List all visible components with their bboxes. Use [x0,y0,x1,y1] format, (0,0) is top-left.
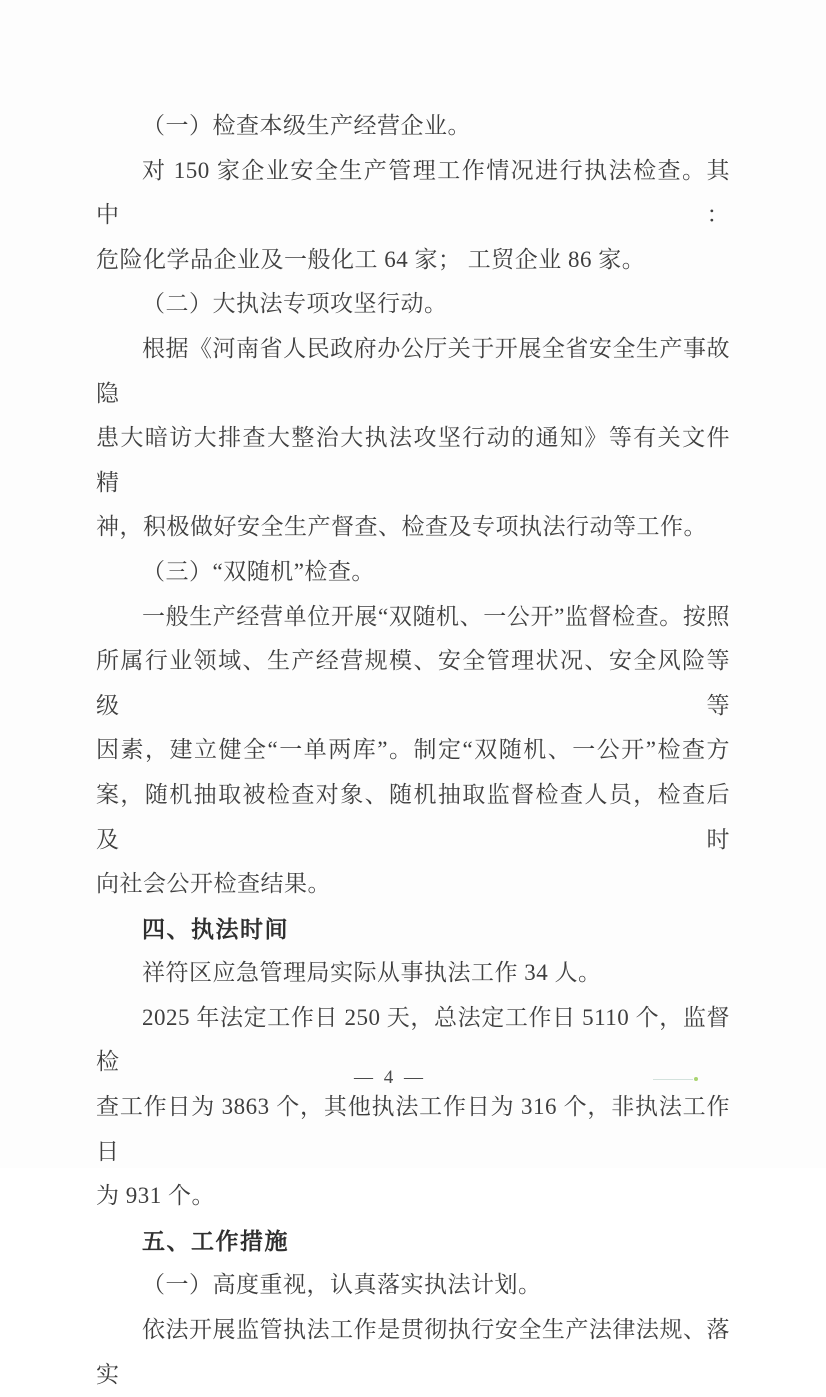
document-line: （一）检查本级生产经营企业。 [142,113,471,138]
document-line: 对 150 家企业安全生产管理工作情况进行执法检查。其中： [96,157,730,228]
scan-artifact-line [653,1079,693,1080]
paragraph [96,327,730,550]
document-line: 一般生产经营单位开展“双随机、一公开”监督检查。按照 [142,603,730,629]
document-line: 为 931 个。 [96,1183,215,1209]
document-line: （一）高度重视，认真落实执法计划。 [142,1272,542,1298]
section-heading [96,1219,730,1264]
document-line: 因素，建立健全“一单两库”。制定“双随机、一公开”检查方 [96,737,730,763]
document-line: 2025 年法定工作日 250 天，总法定工作日 5110 个，监督检 [96,1004,730,1075]
document-line: （二）大执法专项攻坚行动。 [142,291,448,317]
document-line: 根据《河南省人民政府办公厅关于开展全省安全生产事故隐 [96,335,730,406]
document-line: 五、工作措施 [142,1227,289,1254]
section-heading [96,907,730,952]
document-line: 依法开展监管执法工作是贯彻执行安全生产法律法规、落实 [96,1317,730,1387]
paragraph [96,1308,730,1397]
document-line: 四、执法时间 [142,915,289,942]
document-line: 神，积极做好安全生产督查、检查及专项执法行动等工作。 [96,514,707,540]
scan-artifact-dot [694,1077,698,1081]
document-line: 患大暗访大排查大整治大执法攻坚行动的通知》等有关文件精 [96,425,730,495]
page-number: — 4 — [354,1067,426,1088]
document-line: 向社会公开检查结果。 [96,871,331,897]
paragraph [96,149,730,283]
document-line: 查工作日为 3863 个，其他执法工作日为 316 个，非执法工作日 [96,1094,730,1164]
document-line: 危险化学品企业及一般化工 64 家； 工贸企业 86 家。 [96,246,646,272]
document-line: 祥符区应急管理局实际从事执法工作 34 人。 [142,960,602,986]
document-line: 案，随机抽取被检查对象、随机抽取监督检查人员，检查后及时 [96,781,730,852]
sub-heading [96,550,730,595]
paragraph [96,951,730,996]
document-line: （三）“双随机”检查。 [142,558,375,584]
sub-heading [96,282,730,327]
document-body [96,104,730,1397]
document-line: 所属行业领域、生产经营规模、安全管理状况、安全风险等级等 [96,648,730,718]
paragraph [96,595,730,907]
paragraph [96,996,730,1219]
sub-heading [96,1263,730,1308]
sub-heading [96,104,730,149]
